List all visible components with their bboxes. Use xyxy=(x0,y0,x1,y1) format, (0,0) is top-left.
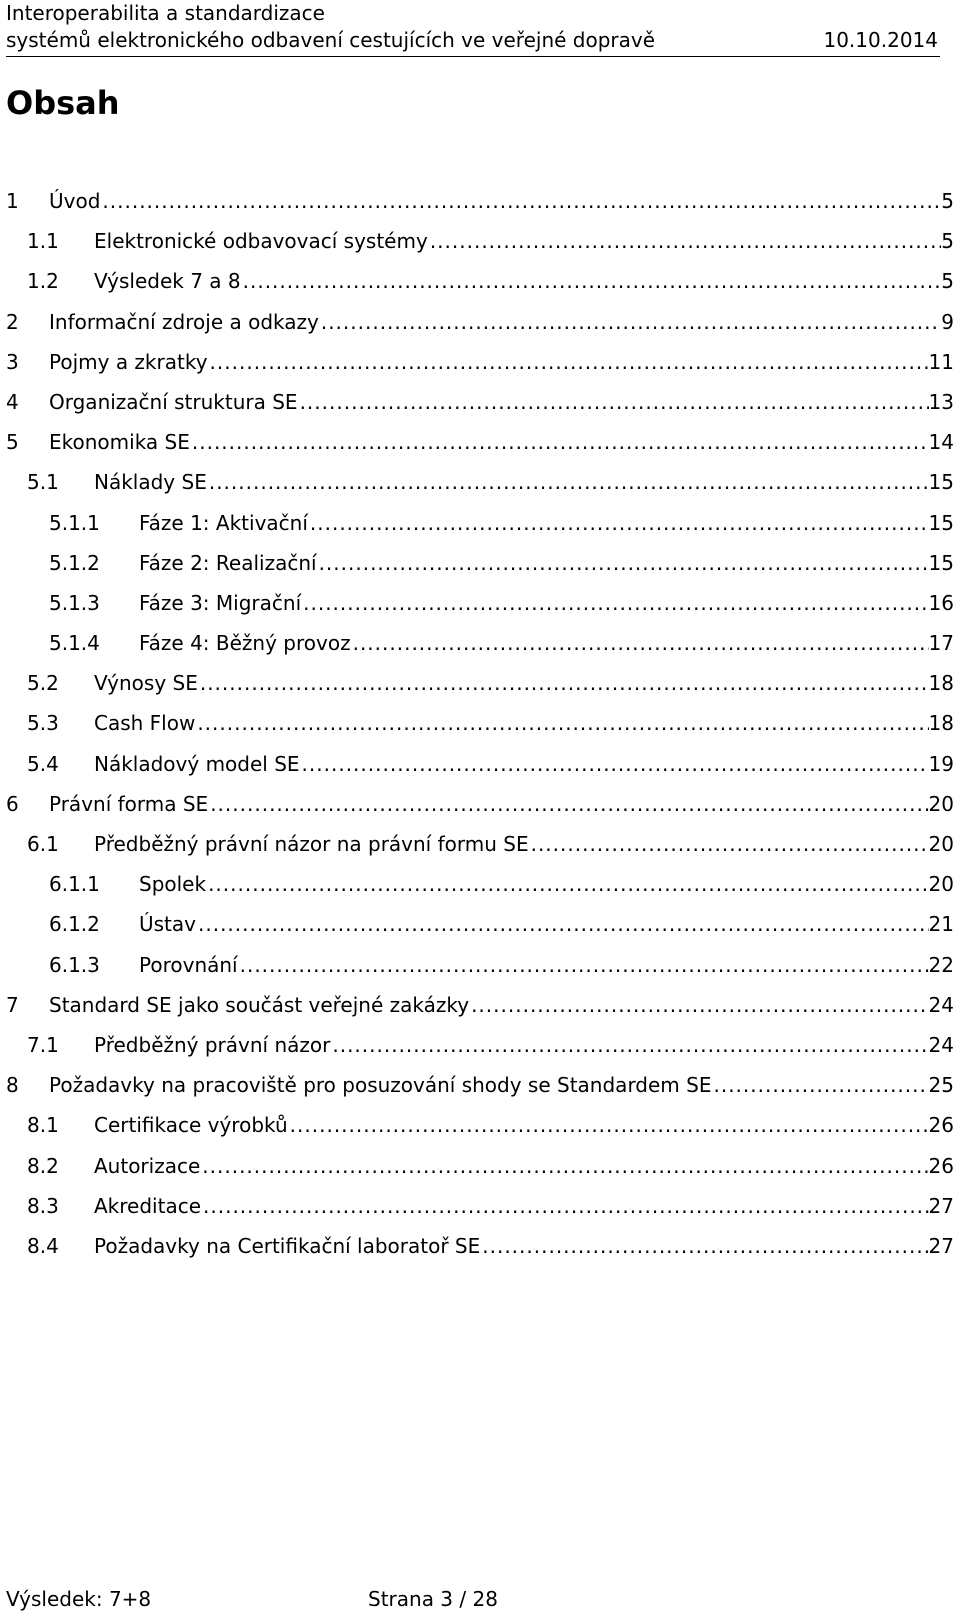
toc-entry-link[interactable] xyxy=(94,669,954,697)
toc-entry-label: Standard SE jako součást veřejné zakázky xyxy=(49,992,470,1017)
toc-entry-link[interactable] xyxy=(94,709,954,737)
toc-entry-number: 6.1 xyxy=(27,832,59,856)
toc-entry-page: 5 xyxy=(941,229,954,254)
toc-entry-page: 18 xyxy=(928,711,954,736)
toc-entry-link[interactable] xyxy=(139,910,954,938)
toc-entry-label: Předběžný právní názor xyxy=(94,1032,331,1057)
toc-entry-link[interactable] xyxy=(94,227,954,255)
toc-entry-label: Informační zdroje a odkazy xyxy=(49,309,319,334)
toc-entry-page: 27 xyxy=(928,1233,954,1258)
toc-entry-label: Náklady SE xyxy=(94,470,207,495)
toc-dot-leader xyxy=(308,509,929,537)
toc-entry-number: 2 xyxy=(6,309,19,334)
toc-entry-label: Fáze 3: Migrační xyxy=(139,590,302,615)
page-footer xyxy=(6,1574,940,1610)
toc-entry-label: Elektronické odbavovací systémy xyxy=(94,229,428,254)
toc-dot-leader xyxy=(207,468,929,496)
toc-entry-label: Právní forma SE xyxy=(49,791,209,816)
toc-entry[interactable] xyxy=(0,308,960,348)
toc-entry-page: 24 xyxy=(928,992,954,1017)
header-title-line-2 xyxy=(6,27,940,54)
toc-dot-leader xyxy=(428,227,941,255)
toc-dot-leader xyxy=(711,1071,928,1099)
toc-entry-page: 25 xyxy=(928,1073,954,1098)
toc-dot-leader xyxy=(300,750,929,778)
toc-entry-link[interactable] xyxy=(94,830,954,858)
toc-entry-page: 15 xyxy=(928,510,954,535)
toc-entry-link[interactable] xyxy=(94,1031,954,1059)
toc-entry-page: 9 xyxy=(941,309,954,334)
toc-entry-page: 11 xyxy=(928,349,954,374)
toc-entry[interactable] xyxy=(0,549,960,589)
toc-entry-number: 5.1.3 xyxy=(49,590,100,615)
toc-entry-label: Výsledek 7 a 8 xyxy=(94,269,241,294)
toc-entry-label: Ústav xyxy=(139,912,196,937)
toc-entry-link[interactable] xyxy=(94,468,954,496)
toc-entry-page: 16 xyxy=(928,590,954,615)
header-date: 10.10.2014 xyxy=(823,28,938,52)
toc-entry-number: 8.1 xyxy=(27,1113,59,1138)
toc-entry-page: 20 xyxy=(928,872,954,897)
toc-entry-link[interactable] xyxy=(94,750,954,778)
toc-entry-number: 8 xyxy=(6,1073,19,1098)
toc-entry[interactable] xyxy=(0,589,960,629)
toc-entry-link[interactable] xyxy=(49,308,954,336)
toc-entry-link[interactable] xyxy=(49,348,954,376)
toc-entry-label: Požadavky na pracoviště pro posuzování shody se Standardem SE xyxy=(49,1073,712,1098)
toc-entry-number: 5.1 xyxy=(27,470,59,495)
toc-entry-page: 26 xyxy=(928,1113,954,1138)
toc-entry[interactable] xyxy=(0,991,960,1031)
toc-entry[interactable] xyxy=(0,951,960,991)
toc-entry-number: 4 xyxy=(6,389,19,414)
toc-entry[interactable] xyxy=(0,267,960,307)
toc-entry-label: Porovnání xyxy=(139,952,238,977)
toc-entry[interactable] xyxy=(0,1071,960,1111)
footer-page-number: Strana 3 / 28 xyxy=(368,1587,498,1611)
toc-entry[interactable] xyxy=(0,830,960,870)
toc-entry-label: Fáze 4: Běžný provoz xyxy=(139,631,351,656)
toc-entry-page: 14 xyxy=(928,430,954,455)
toc-entry-number: 5.1.1 xyxy=(49,510,100,535)
toc-dot-leader xyxy=(317,549,929,577)
toc-entry-link[interactable] xyxy=(94,267,954,295)
toc-entry-page: 22 xyxy=(928,952,954,977)
toc-dot-leader xyxy=(196,910,929,938)
toc-entry[interactable] xyxy=(0,348,960,388)
toc-dot-leader xyxy=(241,267,942,295)
toc-entry-label: Certifikace výrobků xyxy=(94,1113,288,1138)
toc-entry-link[interactable] xyxy=(94,1192,954,1220)
toc-entry[interactable] xyxy=(0,388,960,428)
toc-entry-page: 15 xyxy=(928,470,954,495)
toc-entry-number: 6.1.3 xyxy=(49,952,100,977)
toc-entry[interactable] xyxy=(0,1232,960,1272)
toc-entry-link[interactable] xyxy=(49,187,954,215)
toc-dot-leader xyxy=(208,348,929,376)
toc-entry-link[interactable] xyxy=(139,509,954,537)
toc-entry-label: Cash Flow xyxy=(94,711,196,736)
toc-entry-link[interactable] xyxy=(94,1111,954,1139)
toc-entry-link[interactable] xyxy=(139,629,954,657)
toc-entry-label: Požadavky na Certifikační laboratoř SE xyxy=(94,1233,481,1258)
toc-dot-leader xyxy=(351,629,929,657)
toc-entry-number: 5 xyxy=(6,430,19,455)
toc-dot-leader xyxy=(100,187,941,215)
toc-entry-number: 1.1 xyxy=(27,229,59,254)
toc-entry-page: 17 xyxy=(928,631,954,656)
toc-entry-number: 8.3 xyxy=(27,1193,59,1218)
table-of-contents xyxy=(0,187,960,1272)
toc-entry-link[interactable] xyxy=(94,1232,954,1260)
toc-entry-number: 5.3 xyxy=(27,711,59,736)
toc-entry-page: 20 xyxy=(928,832,954,856)
toc-entry-number: 1 xyxy=(6,189,19,213)
toc-dot-leader xyxy=(201,1192,929,1220)
toc-entry[interactable] xyxy=(0,870,960,910)
toc-entry[interactable] xyxy=(0,428,960,468)
toc-entry-label: Nákladový model SE xyxy=(94,751,300,776)
toc-entry-page: 5 xyxy=(941,189,954,213)
toc-entry[interactable] xyxy=(0,227,960,267)
toc-entry-number: 7 xyxy=(6,992,19,1017)
toc-entry-label: Fáze 2: Realizační xyxy=(139,550,317,575)
toc-dot-leader xyxy=(480,1232,928,1260)
toc-entry-label: Pojmy a zkratky xyxy=(49,349,208,374)
toc-dot-leader xyxy=(208,790,928,818)
toc-dot-leader xyxy=(288,1111,929,1139)
toc-entry-link[interactable] xyxy=(139,589,954,617)
toc-entry-number: 6 xyxy=(6,791,19,816)
toc-dot-leader xyxy=(198,669,929,697)
toc-dot-leader xyxy=(206,870,928,898)
toc-entry-label: Výnosy SE xyxy=(94,671,198,696)
toc-entry-label: Fáze 1: Aktivační xyxy=(139,510,308,535)
toc-entry-number: 6.1.2 xyxy=(49,912,100,937)
toc-entry-page: 19 xyxy=(928,751,954,776)
toc-entry[interactable] xyxy=(0,750,960,790)
footer-result-label: Výsledek: 7+8 xyxy=(6,1587,152,1611)
toc-entry-page: 26 xyxy=(928,1153,954,1178)
toc-entry-number: 8.2 xyxy=(27,1153,59,1178)
toc-entry-link[interactable] xyxy=(49,428,954,456)
toc-entry-link[interactable] xyxy=(49,991,954,1019)
toc-dot-leader xyxy=(195,709,928,737)
toc-entry[interactable] xyxy=(0,187,960,227)
toc-entry[interactable] xyxy=(0,629,960,669)
toc-entry-label: Spolek xyxy=(139,872,207,897)
toc-entry-label: Autorizace xyxy=(94,1153,201,1178)
toc-entry[interactable] xyxy=(0,1192,960,1232)
toc-entry-link[interactable] xyxy=(49,388,954,416)
toc-dot-leader xyxy=(330,1031,928,1059)
toc-entry-number: 5.2 xyxy=(27,671,59,696)
toc-entry-label: Ekonomika SE xyxy=(49,430,190,455)
toc-entry-page: 13 xyxy=(928,389,954,414)
toc-entry-label: Úvod xyxy=(49,189,101,213)
toc-entry-label: Předběžný právní názor na právní formu SE xyxy=(94,832,529,856)
toc-entry-label: Akreditace xyxy=(94,1193,202,1218)
toc-entry-label: Organizační struktura SE xyxy=(49,389,298,414)
toc-entry-link[interactable] xyxy=(94,1152,954,1180)
toc-entry-number: 3 xyxy=(6,349,19,374)
toc-entry[interactable] xyxy=(0,1031,960,1071)
toc-entry[interactable] xyxy=(0,509,960,549)
toc-entry[interactable] xyxy=(0,468,960,508)
toc-entry-number: 1.2 xyxy=(27,269,59,294)
toc-entry-number: 8.4 xyxy=(27,1233,59,1258)
toc-entry-page: 24 xyxy=(928,1032,954,1057)
toc-entry[interactable] xyxy=(0,790,960,830)
toc-entry-link[interactable] xyxy=(139,951,954,979)
toc-dot-leader xyxy=(238,951,929,979)
toc-entry[interactable] xyxy=(0,669,960,709)
header-subtitle: systémů elektronického odbavení cestujících ve veřejné dopravě xyxy=(6,28,656,52)
toc-entry-page: 21 xyxy=(928,912,954,937)
toc-dot-leader xyxy=(319,308,941,336)
toc-dot-leader xyxy=(529,830,929,858)
toc-entry-number: 7.1 xyxy=(27,1032,59,1057)
toc-entry-number: 5.1.2 xyxy=(49,550,100,575)
toc-dot-leader xyxy=(200,1152,928,1180)
header-title-line-1: Interoperabilita a standardizace xyxy=(6,1,325,25)
toc-dot-leader xyxy=(190,428,929,456)
toc-dot-leader xyxy=(298,388,929,416)
toc-entry-link[interactable] xyxy=(139,549,954,577)
toc-entry-link[interactable] xyxy=(49,790,954,818)
page-header xyxy=(6,0,940,57)
toc-title: Obsah xyxy=(6,84,120,122)
toc-dot-leader xyxy=(301,589,928,617)
toc-entry[interactable] xyxy=(0,910,960,950)
toc-entry[interactable] xyxy=(0,1152,960,1192)
toc-entry-link[interactable] xyxy=(49,1071,954,1099)
toc-entry-link[interactable] xyxy=(139,870,954,898)
toc-entry-number: 5.4 xyxy=(27,751,59,776)
toc-entry-number: 5.1.4 xyxy=(49,631,100,656)
toc-entry-number: 6.1.1 xyxy=(49,872,100,897)
toc-entry[interactable] xyxy=(0,1111,960,1151)
toc-entry-page: 18 xyxy=(928,671,954,696)
toc-entry-page: 27 xyxy=(928,1193,954,1218)
toc-entry[interactable] xyxy=(0,709,960,749)
toc-dot-leader xyxy=(469,991,928,1019)
toc-entry-page: 15 xyxy=(928,550,954,575)
toc-entry-page: 20 xyxy=(928,791,954,816)
toc-entry-page: 5 xyxy=(941,269,954,294)
